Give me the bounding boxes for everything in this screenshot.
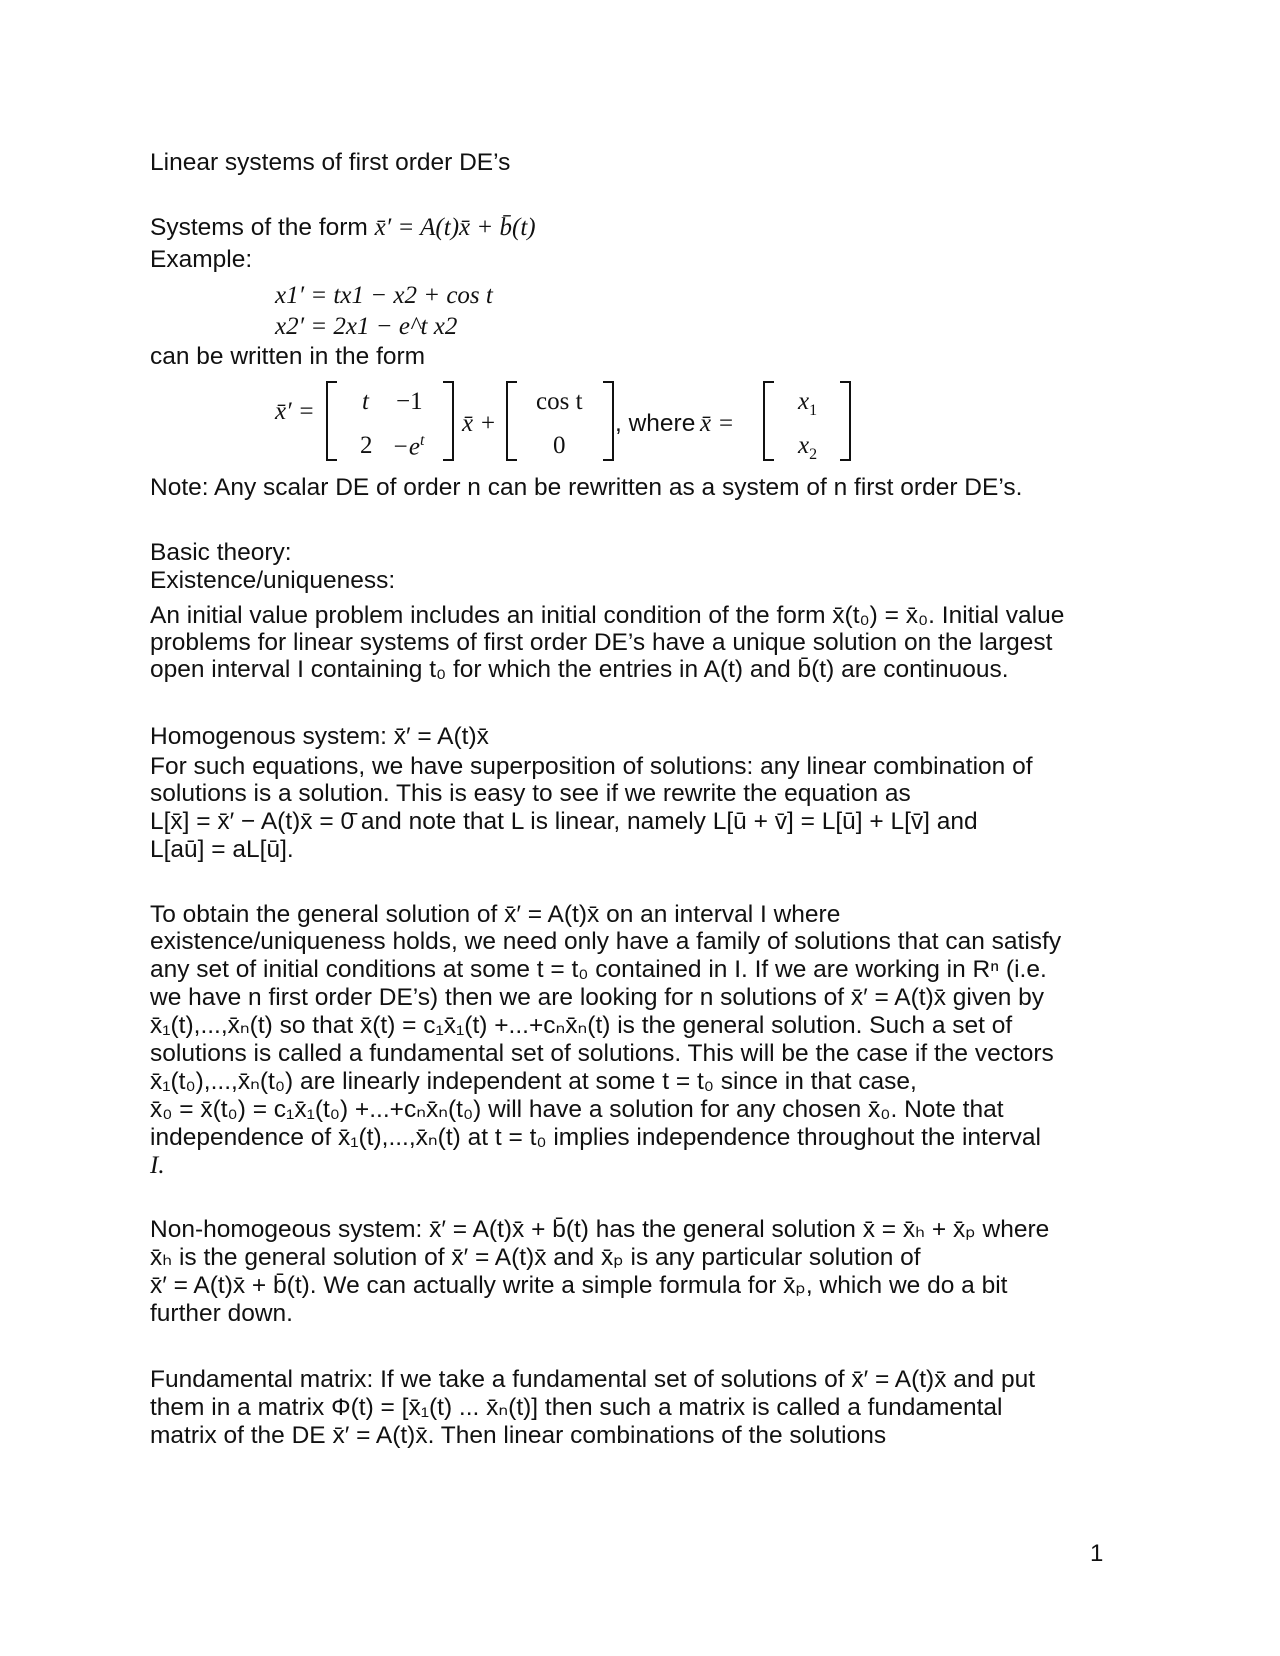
example-equation-1: x1′ = tx1 − x2 + cos t	[275, 282, 493, 309]
general-line-2: existence/uniqueness holds, we need only have a family of solutions that can satisfy	[150, 928, 1062, 955]
example-label: Example:	[150, 246, 253, 273]
basic-theory-heading: Basic theory:	[150, 539, 292, 566]
homogenous-heading: Homogenous system: x̄′ = A(t)x̄	[150, 723, 489, 750]
nonhomog-line-2: x̄ₕ is the general solution of x̄′ = A(t)x̄ and x̄ₚ is any particular solution of	[150, 1244, 921, 1271]
systems-form-line	[150, 213, 536, 243]
matrix-mid: x̄ +	[462, 410, 497, 437]
nonhomog-line-3: x̄′ = A(t)x̄ + b̄(t). We can actually write a simple formula for x̄ₚ, which we do a bit	[150, 1272, 1008, 1299]
coefficient-matrix-brackets	[325, 380, 455, 462]
nonhomog-line-4: further down.	[150, 1300, 293, 1327]
homog-line-2: solutions is a solution. This is easy to see if we rewrite the equation as	[150, 780, 911, 807]
matrix-cell-21: 2	[360, 432, 373, 459]
general-line-8: x̄₀ = x̄(t₀) = c₁x̄₁(t₀) +...+cₙx̄ₙ(t₀) will have a solution for any chosen x̄₀. Note that	[150, 1096, 1004, 1123]
homog-line-1: For such equations, we have superposition of solutions: any linear combination of	[150, 753, 1033, 780]
vector-cell-1: cos t	[536, 388, 583, 415]
nonhomog-line-1: Non-homogeous system: x̄′ = A(t)x̄ + b̄(t) has the general solution x̄ = x̄ₕ + x̄ₚ where	[150, 1216, 1050, 1243]
homog-line-3: L[x̄] = x̄′ − A(t)x̄ = 0̄ and note that L is linear, namely L[ū + v̄] = L[ū] + L[v̄] and	[150, 808, 978, 835]
page-title: Linear systems of first order DE’s	[150, 149, 511, 176]
matrix-cell-12: −1	[396, 388, 423, 415]
general-line-3: any set of initial conditions at some t = t₀ contained in I. If we are working in Rⁿ (i.e.	[150, 956, 1047, 983]
general-line-6: solutions is called a fundamental set of solutions. This will be the case if the vectors	[150, 1040, 1054, 1067]
fundamental-line-3: matrix of the DE x̄′ = A(t)x̄. Then linear combinations of the solutions	[150, 1422, 887, 1449]
homog-line-4: L[aū] = aL[ū].	[150, 836, 294, 863]
where-text: , where	[615, 410, 696, 437]
general-line-10: I.	[150, 1152, 165, 1179]
note-text: Note: Any scalar DE of order n can be rewritten as a system of n first order DE’s.	[150, 474, 1023, 501]
ivp-line-1: An initial value problem includes an initial condition of the form x̄(t₀) = x̄₀. Initial value	[150, 602, 1065, 629]
fundamental-line-2: them in a matrix Φ(t) = [x̄₁(t) ... x̄ₙ(t)] then such a matrix is called a fundamental	[150, 1394, 1003, 1421]
ivp-line-3: open interval I containing t₀ for which the entries in A(t) and b̄(t) are continuous.	[150, 656, 1009, 683]
general-line-9: independence of x̄₁(t),...,x̄ₙ(t) at t = t₀ implies independence throughout the interval	[150, 1124, 1041, 1151]
page-number: 1	[1090, 1540, 1104, 1567]
systems-form-math: x̄′ = A(t)x̄ + b̄(t)	[374, 214, 536, 241]
matrix-cell-11: t	[362, 388, 369, 415]
general-line-5: x̄₁(t),...,x̄ₙ(t) so that x̄(t) = c₁x̄₁(t) +...+cₙx̄ₙ(t) is the general solution. Such a set of	[150, 1012, 1013, 1039]
matrix-cell-22: $-e^t$	[392, 432, 425, 461]
general-line-1: To obtain the general solution of x̄′ = A(t)x̄ on an interval I where	[150, 901, 841, 928]
example-equation-2: x2′ = 2x1 − e^t x2	[275, 313, 458, 340]
general-line-7: x̄₁(t₀),...,x̄ₙ(t₀) are linearly independent at some t = t₀ since in that case,	[150, 1068, 917, 1095]
xbar-equals: x̄ =	[700, 410, 735, 437]
ivp-line-2: problems for linear systems of first order DE’s have a unique solution on the largest	[150, 629, 1053, 656]
xbar-cell-2: $x_2$	[798, 432, 818, 463]
systems-form-text: Systems of the form	[150, 214, 368, 241]
general-line-4: we have n first order DE’s) then we are looking for n solutions of x̄′ = A(t)x̄ given by	[150, 984, 1045, 1011]
vector-cell-2: 0	[553, 432, 566, 459]
matrix-lhs: x̄′ =	[275, 398, 315, 425]
can-be-written-text: can be written in the form	[150, 343, 426, 370]
existence-heading: Existence/uniqueness:	[150, 567, 396, 594]
xbar-cell-1: $x_1$	[798, 388, 818, 419]
fundamental-line-1: Fundamental matrix: If we take a fundamental set of solutions of x̄′ = A(t)x̄ and put	[150, 1366, 1036, 1393]
